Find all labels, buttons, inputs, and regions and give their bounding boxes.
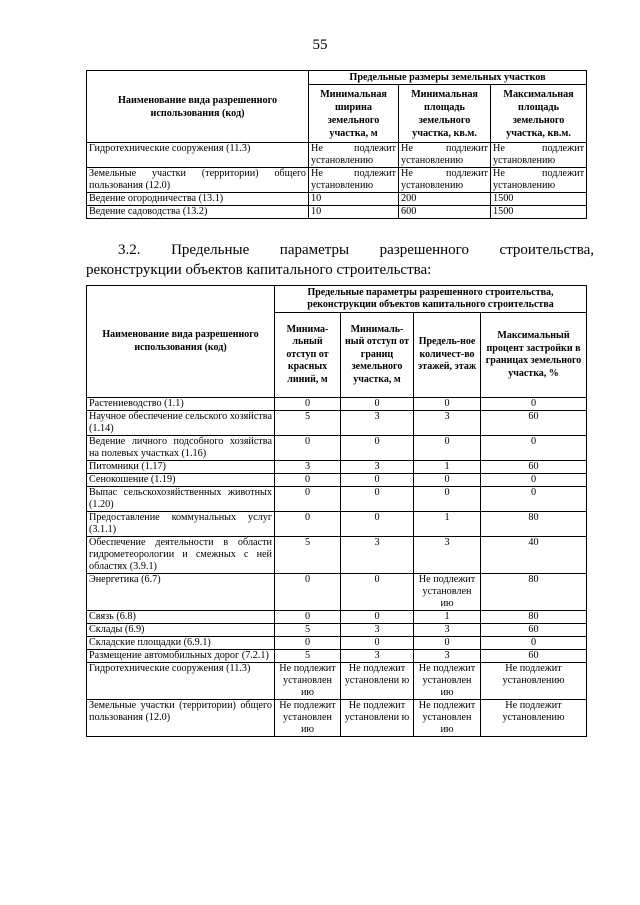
t2-cell: 0 bbox=[275, 611, 341, 624]
section-word: разрешенного bbox=[379, 242, 469, 258]
building-parameters-table bbox=[86, 285, 587, 737]
t1-cell: 200 bbox=[399, 193, 491, 206]
t2-cell: 0 bbox=[341, 574, 414, 611]
t2-cell: 0 bbox=[275, 574, 341, 611]
table-row bbox=[87, 206, 587, 219]
t2-cell: 0 bbox=[341, 611, 414, 624]
t2-name-header: Наименование вида разрешенного использования (код) bbox=[87, 286, 275, 398]
t2-col-header: Предель-ное количест-во этажей, этаж bbox=[414, 313, 481, 398]
t2-row-name: Энергетика (6.7) bbox=[87, 574, 275, 611]
t2-cell: 5 bbox=[275, 624, 341, 637]
t2-row-name: Научное обеспечение сельского хозяйства (1.14) bbox=[87, 411, 275, 436]
table-row bbox=[87, 537, 587, 574]
table-row bbox=[87, 574, 587, 611]
t1-row-name: Ведение садоводства (13.2) bbox=[87, 206, 309, 219]
t2-cell: 0 bbox=[341, 637, 414, 650]
table-row bbox=[87, 624, 587, 637]
t1-col-header: Максимальная площадь земельного участка, кв.м. bbox=[491, 85, 587, 143]
t2-col-header: Минималь-ный отступ от границ земельного участка, м bbox=[341, 313, 414, 398]
t2-row-name: Сенокошение (1.19) bbox=[87, 474, 275, 487]
t2-cell: 0 bbox=[275, 474, 341, 487]
t2-row-name: Растениеводство (1.1) bbox=[87, 398, 275, 411]
t1-cell: Не подлежит установлению bbox=[309, 168, 399, 193]
t1-cell: Не подлежит установлению bbox=[399, 143, 491, 168]
t2-cell: 0 bbox=[275, 398, 341, 411]
t2-cell: 5 bbox=[275, 650, 341, 663]
t2-cell: Не подлежит установлению bbox=[481, 663, 587, 700]
t1-name-header: Наименование вида разрешенного использования (код) bbox=[87, 71, 309, 143]
t2-col-header: Максимальный процент застройки в границах земельного участка, % bbox=[481, 313, 587, 398]
section-word: параметры bbox=[279, 242, 350, 258]
t2-cell: 0 bbox=[414, 487, 481, 512]
t2-cell: 1 bbox=[414, 512, 481, 537]
t2-cell: 0 bbox=[341, 436, 414, 461]
t2-row-name: Размещение автомобильных дорог (7.2.1) bbox=[87, 650, 275, 663]
t2-cell: 60 bbox=[481, 461, 587, 474]
t2-cell: 3 bbox=[275, 461, 341, 474]
t2-cell: 3 bbox=[341, 537, 414, 574]
t2-cell: 60 bbox=[481, 624, 587, 637]
t1-col-header: Минимальная ширина земельного участка, м bbox=[309, 85, 399, 143]
t2-cell: Не подлежит установлен ию bbox=[275, 700, 341, 737]
t2-row-name: Земельные участки (территории) общего пользования (12.0) bbox=[87, 700, 275, 737]
t1-cell: Не подлежит установлению bbox=[399, 168, 491, 193]
table-row bbox=[87, 512, 587, 537]
t2-row-name: Предоставление коммунальных услуг (3.1.1) bbox=[87, 512, 275, 537]
table-row bbox=[87, 398, 587, 411]
t2-cell: Не подлежит установлени ю bbox=[341, 700, 414, 737]
t2-row-name: Ведение личного подсобного хозяйства на полевых участках (1.16) bbox=[87, 436, 275, 461]
t2-cell: Не подлежит установлен ию bbox=[414, 574, 481, 611]
t2-cell: 0 bbox=[275, 637, 341, 650]
table-row bbox=[87, 700, 587, 737]
t2-cell: 1 bbox=[414, 461, 481, 474]
t2-cell: 0 bbox=[414, 637, 481, 650]
t2-row-name: Гидротехнические сооружения (11.3) bbox=[87, 663, 275, 700]
t2-cell: 0 bbox=[414, 474, 481, 487]
t1-col-header: Минимальная площадь земельного участка, кв.м. bbox=[399, 85, 491, 143]
table-row bbox=[87, 650, 587, 663]
table-row bbox=[87, 487, 587, 512]
t2-cell: 3 bbox=[414, 624, 481, 637]
t1-row-name: Земельные участки (территории) общего пользования (12.0) bbox=[87, 168, 309, 193]
t2-cell: 0 bbox=[481, 398, 587, 411]
t2-cell: Не подлежит установлени ю bbox=[341, 663, 414, 700]
t1-cell: 10 bbox=[309, 193, 399, 206]
table-row bbox=[87, 611, 587, 624]
section-word: строительства, bbox=[499, 242, 594, 258]
t2-cell: 3 bbox=[341, 650, 414, 663]
t2-cell: 0 bbox=[275, 436, 341, 461]
t2-cell: 0 bbox=[481, 637, 587, 650]
t2-cell: 0 bbox=[481, 436, 587, 461]
page-number: 55 bbox=[312, 37, 328, 53]
table-row bbox=[87, 637, 587, 650]
table-row bbox=[87, 193, 587, 206]
t2-cell: Не подлежит установлению bbox=[481, 700, 587, 737]
t2-cell: 40 bbox=[481, 537, 587, 574]
t2-cell: 80 bbox=[481, 611, 587, 624]
table-row bbox=[87, 436, 587, 461]
t2-cell: 80 bbox=[481, 574, 587, 611]
t2-cell: 0 bbox=[414, 436, 481, 461]
t2-cell: 0 bbox=[341, 398, 414, 411]
land-plot-size-table bbox=[86, 70, 587, 219]
t2-cell: 60 bbox=[481, 650, 587, 663]
t2-row-name: Связь (6.8) bbox=[87, 611, 275, 624]
t2-cell: 0 bbox=[275, 487, 341, 512]
table-row bbox=[87, 411, 587, 436]
t1-row-name: Гидротехнические сооружения (11.3) bbox=[87, 143, 309, 168]
t2-cell: 5 bbox=[275, 537, 341, 574]
t2-cell: 1 bbox=[414, 611, 481, 624]
t2-cell: 0 bbox=[341, 487, 414, 512]
t1-cell: Не подлежит установлению bbox=[491, 168, 587, 193]
t2-cell: 60 bbox=[481, 411, 587, 436]
table-row bbox=[87, 461, 587, 474]
table-row bbox=[87, 168, 587, 193]
t2-cell: 0 bbox=[414, 398, 481, 411]
t2-cell: Не подлежит установлен ию bbox=[414, 700, 481, 737]
t2-cell: 0 bbox=[481, 487, 587, 512]
t2-cell: 0 bbox=[481, 474, 587, 487]
t2-cell: Не подлежит установлен ию bbox=[414, 663, 481, 700]
t1-row-name: Ведение огородничества (13.1) bbox=[87, 193, 309, 206]
t2-cell: 3 bbox=[341, 461, 414, 474]
t2-cell: Не подлежит установлен ию bbox=[275, 663, 341, 700]
t1-cell: Не подлежит установлению bbox=[491, 143, 587, 168]
table-row bbox=[87, 663, 587, 700]
section-heading bbox=[86, 240, 594, 280]
t2-group-header: Предельные параметры разрешенного строительства, реконструкции объектов капитального строительства bbox=[275, 286, 587, 313]
t1-cell: Не подлежит установлению bbox=[309, 143, 399, 168]
table-row bbox=[87, 474, 587, 487]
t2-cell: 3 bbox=[414, 411, 481, 436]
t2-cell: 0 bbox=[341, 512, 414, 537]
t2-row-name: Склады (6.9) bbox=[87, 624, 275, 637]
t2-cell: 0 bbox=[341, 474, 414, 487]
t2-row-name: Складские площадки (6.9.1) bbox=[87, 637, 275, 650]
t2-cell: 3 bbox=[341, 624, 414, 637]
t1-cell: 600 bbox=[399, 206, 491, 219]
t2-col-header: Минима-льный отступ от красных линий, м bbox=[275, 313, 341, 398]
t2-row-name: Выпас сельскохозяйственных животных (1.20) bbox=[87, 487, 275, 512]
t2-cell: 3 bbox=[414, 650, 481, 663]
table-row bbox=[87, 143, 587, 168]
t1-cell: 1500 bbox=[491, 206, 587, 219]
t2-cell: 0 bbox=[275, 512, 341, 537]
section-number: 3.2. bbox=[118, 242, 141, 258]
section-word: Предельные bbox=[171, 242, 250, 258]
t1-cell: 10 bbox=[309, 206, 399, 219]
t2-cell: 5 bbox=[275, 411, 341, 436]
t1-group-header: Предельные размеры земельных участков bbox=[309, 71, 587, 85]
t2-cell: 80 bbox=[481, 512, 587, 537]
section-line-2: реконструкции объектов капитального строительства: bbox=[86, 262, 432, 278]
t1-cell: 1500 bbox=[491, 193, 587, 206]
t2-cell: 3 bbox=[341, 411, 414, 436]
t2-row-name: Питомники (1.17) bbox=[87, 461, 275, 474]
t2-cell: 3 bbox=[414, 537, 481, 574]
t2-row-name: Обеспечение деятельности в области гидрометеорологии и смежных с ней областях (3.9.1) bbox=[87, 537, 275, 574]
